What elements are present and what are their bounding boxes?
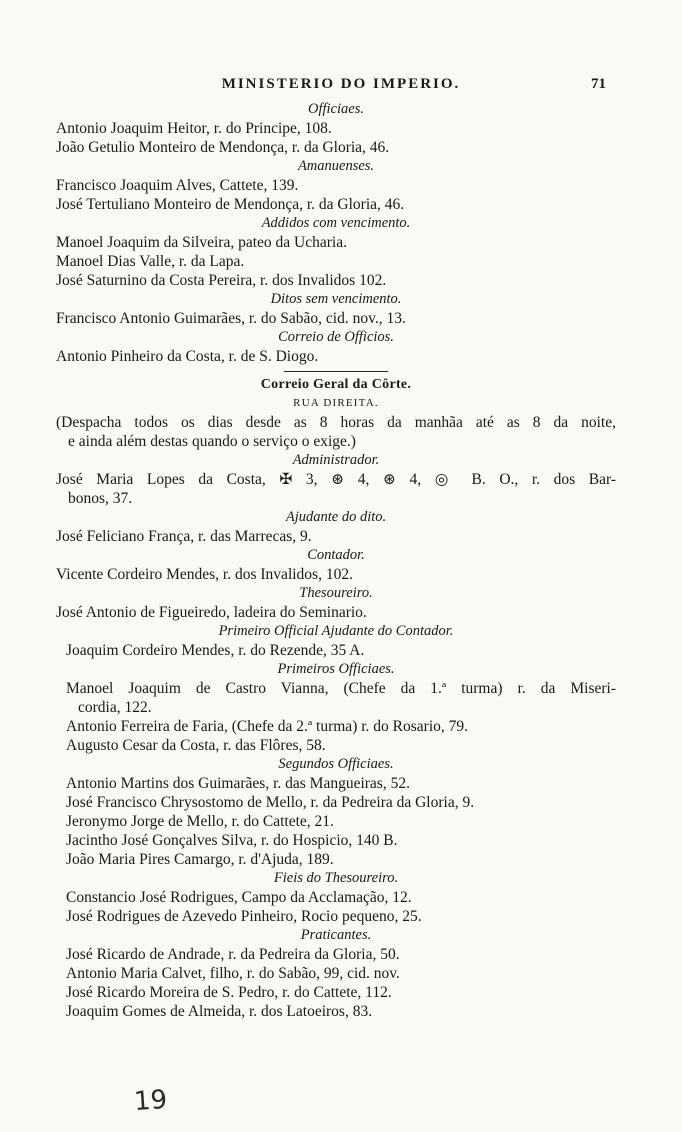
entry-line: João Getulio Monteiro de Mendonça, r. da Gloria, 46. — [56, 139, 390, 156]
entry-line: Jeronymo Jorge de Mello, r. do Cattete, 21. — [66, 813, 334, 830]
entry-line: Jacintho José Gonçalves Silva, r. do Hospicio, 140 B. — [66, 832, 398, 849]
entry-line: Antonio Joaquim Heitor, r. do Principe, 108. — [56, 120, 332, 137]
entry-line: bonos, 37. — [68, 490, 133, 507]
entry-line: José Maria Lopes da Costa, ✠ 3, ⊛ 4, ⊛ 4, ◎ B. O., r. dos Bar- — [56, 471, 616, 488]
entry-line: José Antonio de Figueiredo, ladeira do Seminario. — [56, 604, 367, 621]
section-heading: Segundos Officiaes. — [278, 756, 394, 772]
section-heading: Contador. — [307, 547, 365, 563]
department-address: RUA DIREITA. — [293, 397, 379, 409]
handwritten-mark: 19 — [132, 1084, 169, 1118]
section-heading: Ditos sem vencimento. — [270, 291, 402, 307]
entry-line: Augusto Cesar da Costa, r. das Flôres, 58. — [66, 737, 326, 754]
section-heading: Primeiros Officiaes. — [277, 661, 395, 677]
entry-line: José Rodrigues de Azevedo Pinheiro, Rocio pequeno, 25. — [66, 908, 422, 925]
entry-line: Manoel Joaquim de Castro Vianna, (Chefe da 1.ª turma) r. da Miseri- — [66, 680, 616, 697]
entry-line: José Ricardo Moreira de S. Pedro, r. do Cattete, 112. — [66, 984, 392, 1001]
section-heading: Addidos com vencimento. — [261, 215, 411, 231]
section-heading: Fieis do Thesoureiro. — [273, 870, 399, 886]
entry-line: João Maria Pires Camargo, r. d'Ajuda, 189. — [66, 851, 334, 868]
page-number: 71 — [591, 76, 606, 92]
entry-line: Manoel Joaquim da Silveira, pateo da Ucharia. — [56, 234, 347, 251]
entry-line: Antonio Pinheiro da Costa, r. de S. Diogo. — [56, 348, 319, 365]
section-heading: Primeiro Official Ajudante do Contador. — [218, 623, 454, 639]
entry-line: Constancio José Rodrigues, Campo da Acclamação, 12. — [66, 889, 412, 906]
entry-line: Francisco Antonio Guimarães, r. do Sabão, cid. nov., 13. — [56, 310, 406, 327]
notice-line: (Despacha todos os dias desde as 8 horas da manhãa até as 8 da noite, — [56, 414, 616, 431]
section-divider — [284, 371, 388, 372]
entry-line: cordia, 122. — [78, 699, 152, 716]
department-title: Correio Geral da Côrte. — [260, 377, 412, 392]
entry-line: Joaquim Gomes de Almeida, r. dos Latoeiros, 83. — [66, 1003, 373, 1020]
entry-line: Joaquim Cordeiro Mendes, r. do Rezende, 35 A. — [66, 642, 365, 659]
section-heading: Administrador. — [292, 452, 380, 468]
entry-line: Antonio Maria Calvet, filho, r. do Sabão, 99, cid. nov. — [66, 965, 400, 982]
section-heading: Officiaes. — [308, 101, 364, 117]
page-header — [0, 76, 682, 100]
entry-line: Francisco Joaquim Alves, Cattete, 139. — [56, 177, 299, 194]
section-heading: Thesoureiro. — [299, 585, 373, 601]
document-body — [56, 100, 616, 1021]
entry-line: Manoel Dias Valle, r. da Lapa. — [56, 253, 245, 270]
section-heading: Correio de Officios. — [278, 329, 394, 345]
entry-line: Antonio Ferreira de Faria, (Chefe da 2.ª turma) r. do Rosario, 79. — [66, 718, 469, 735]
entry-line: Antonio Martins dos Guimarães, r. das Mangueiras, 52. — [66, 775, 410, 792]
section-heading: Ajudante do dito. — [285, 509, 387, 525]
section-heading: Amanuenses. — [297, 158, 375, 174]
notice-line: e ainda além destas quando o serviço o exige.) — [68, 433, 356, 450]
section-heading: Praticantes. — [300, 927, 372, 943]
entry-line: José Saturnino da Costa Pereira, r. dos Invalidos 102. — [56, 272, 387, 289]
entry-line: Vicente Cordeiro Mendes, r. dos Invalidos, 102. — [56, 566, 353, 583]
running-title: MINISTERIO DO IMPERIO. — [221, 76, 461, 92]
entry-line: José Tertuliano Monteiro de Mendonça, r. da Gloria, 46. — [56, 196, 405, 213]
entry-line: José Ricardo de Andrade, r. da Pedreira da Gloria, 50. — [66, 946, 400, 963]
entry-line: José Francisco Chrysostomo de Mello, r. da Pedreira da Gloria, 9. — [66, 794, 475, 811]
entry-line: José Feliciano França, r. das Marrecas, 9. — [56, 528, 312, 545]
